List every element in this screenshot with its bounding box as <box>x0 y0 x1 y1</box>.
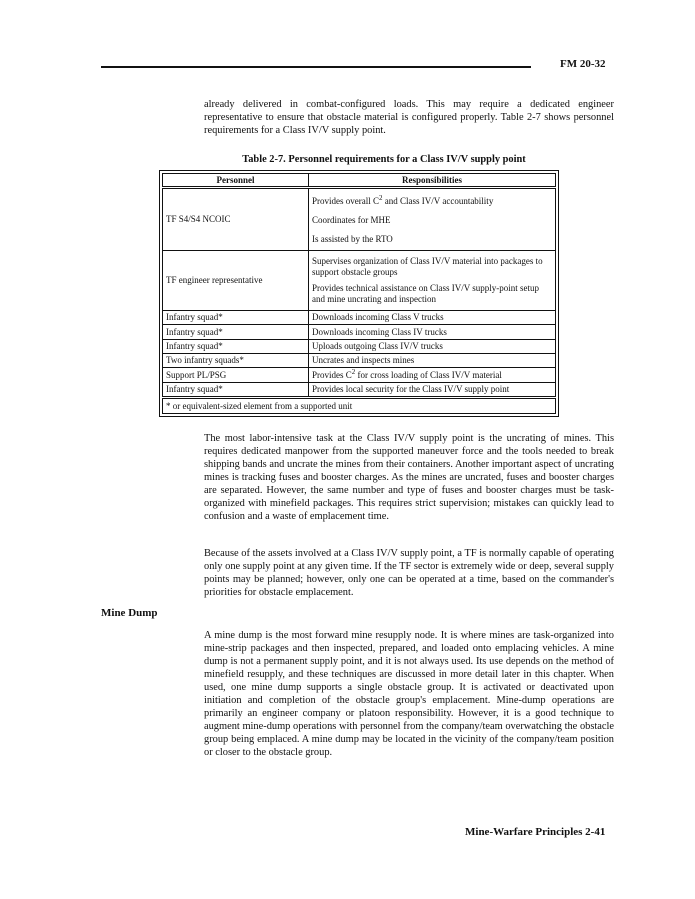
responsibilities-cell <box>309 251 556 311</box>
column-header-personnel: Personnel <box>163 174 309 188</box>
table-row <box>163 311 556 325</box>
table-row <box>163 368 556 382</box>
document-code: FM 20-32 <box>560 58 606 70</box>
table-row <box>163 354 556 368</box>
personnel-cell: TF S4/S4 NCOIC <box>163 188 309 251</box>
responsibility-line: Provides overall $C^2$ and Class IV/V accountability <box>312 194 494 206</box>
personnel-table <box>159 170 559 417</box>
responsibility-line: Supervises organization of Class IV/V material into packages to support obstacle groups <box>312 255 543 277</box>
table-footnote-row <box>163 398 556 414</box>
intro-paragraph: already delivered in combat-configured loads. This may require a dedicated engineer representative to ensure that obstacle material is configured properly. Table 2-7 shows personnel requirements for a Class IV/V supply point. <box>204 99 614 136</box>
personnel-cell: Infantry squad* <box>163 382 309 398</box>
column-header-responsibilities: Responsibilities <box>309 174 556 188</box>
table-row <box>163 251 556 311</box>
personnel-cell: Infantry squad* <box>163 311 309 325</box>
table-footnote: * or equivalent-sized element from a supported unit <box>163 398 556 414</box>
personnel-cell: Infantry squad* <box>163 325 309 339</box>
responsibilities-cell <box>309 188 556 251</box>
body-paragraph: The most labor-intensive task at the Class IV/V supply point is the uncrating of mines. This requires dedicated manpower from the supported maneuver force and the tools needed to break shipping bands and uncrate the mines from their containers. Another important aspect of uncrating mines is tracking fuses and booster charges. As the mines are uncrated, fuses and booster charges are separated. However, the same number and type of fuses and booster charges must be task-organized with minefield packages. This requires strict supervision; mistakes can quickly lead to confusion and a waste of emplacement time. <box>204 433 614 522</box>
table-caption: Table 2-7. Personnel requirements for a Class IV/V supply point <box>242 154 526 165</box>
body-paragraph: A mine dump is the most forward mine resupply node. It is where mines are task-organized into mine-strip packages and then inspected, prepared, and loaded onto emplacing vehicles. A mine dump is not a permanent supply point, and it is not always used. Its use depends on the method of minefield resupply, and these techniques are discussed in more detail later in this chapter. When used, one mine dump supports a single obstacle group. It is activated or deactivated upon initiation and completion of the obstacle group's emplacement. Mine-dump operations are primarily an engineer company or platoon responsibility. However, it is a good technique to augment mine-dump operations with personnel from the company/team overwatching the obstacle group being emplaced. A mine dump may be located in the vicinity of the company/team position or closer to the obstacle group. <box>204 630 614 758</box>
header-rule <box>101 66 531 68</box>
responsibilities-cell: Provides $C^2$ for cross loading of Class IV/V material <box>309 368 556 382</box>
section-heading: Mine Dump <box>101 607 158 619</box>
personnel-cell: Two infantry squads* <box>163 354 309 368</box>
personnel-cell: Infantry squad* <box>163 339 309 353</box>
responsibility-line: Coordinates for MHE <box>312 215 391 225</box>
responsibilities-cell: Uncrates and inspects mines <box>309 354 556 368</box>
responsibilities-cell: Provides local security for the Class IV/V supply point <box>309 382 556 398</box>
personnel-cell: TF engineer representative <box>163 251 309 311</box>
responsibilities-cell: Downloads incoming Class IV trucks <box>309 325 556 339</box>
responsibility-line: Provides technical assistance on Class IV/V supply-point setup and mine uncrating and inspection <box>312 282 540 304</box>
body-paragraph: Because of the assets involved at a Class IV/V supply point, a TF is normally capable of operating only one supply point at any given time. If the TF sector is extremely wide or deep, several supply points may be planned; however, only one can be operated at a time, based on the commander's priorities for obstacle emplacement. <box>204 548 614 598</box>
table-row <box>163 339 556 353</box>
table-row <box>163 325 556 339</box>
responsibilities-cell: Downloads incoming Class V trucks <box>309 311 556 325</box>
table-row <box>163 188 556 251</box>
page-footer: Mine-Warfare Principles 2-41 <box>465 826 606 838</box>
personnel-cell: Support PL/PSG <box>163 368 309 382</box>
table-row <box>163 382 556 398</box>
responsibility-line: Is assisted by the RTO <box>312 234 393 244</box>
responsibilities-cell: Uploads outgoing Class IV/V trucks <box>309 339 556 353</box>
